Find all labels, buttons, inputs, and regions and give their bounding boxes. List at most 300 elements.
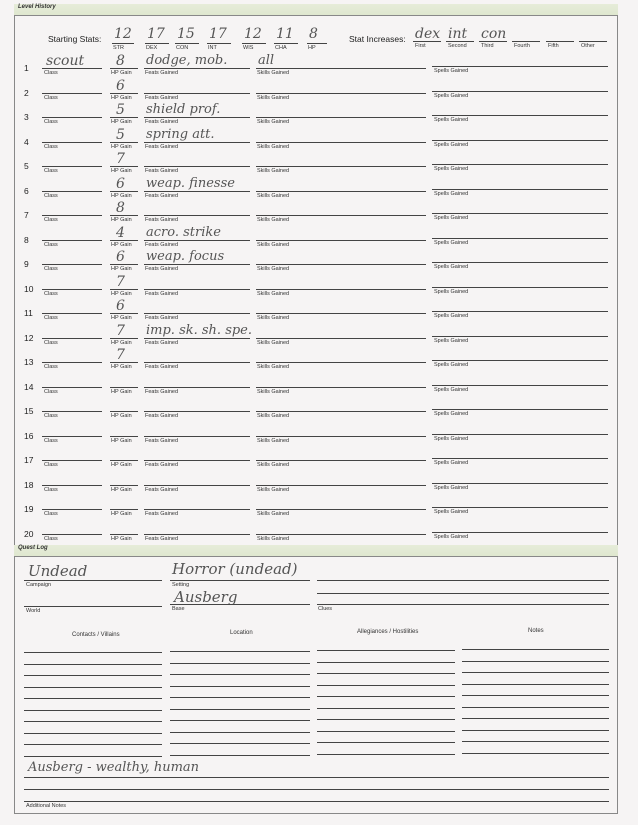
class-line (42, 534, 102, 535)
hp-line (110, 240, 138, 241)
feats-line (144, 215, 250, 216)
setting-value[interactable]: Horror (undead) (172, 560, 298, 578)
class-line (42, 460, 102, 461)
skills-label: Skills Gained (257, 144, 290, 150)
level-number: 15 (24, 406, 34, 416)
quest-col-line (462, 718, 609, 719)
spells-line (432, 213, 608, 214)
quest-col-line (317, 673, 455, 674)
skills-label: Skills Gained (257, 511, 290, 517)
stat-line (242, 43, 266, 44)
feats-line (144, 313, 250, 314)
class-label: Class (44, 291, 58, 297)
hp-line (110, 264, 138, 265)
class-line (42, 93, 102, 94)
feats-label: Feats Gained (145, 193, 179, 199)
stat-value-wis[interactable]: 12 (244, 26, 262, 42)
quest-log-band (14, 545, 618, 556)
class-line (42, 142, 102, 143)
skills-label: Skills Gained (257, 340, 290, 346)
spells-line (432, 360, 608, 361)
hp-line (110, 313, 138, 314)
hp-gain-label: HP Gain (111, 119, 132, 125)
quest-col-line (170, 697, 310, 698)
hp-gain-value[interactable]: 7 (116, 151, 125, 167)
quest-col-line (170, 663, 310, 664)
feats-line (144, 191, 250, 192)
hp-gain-label: HP Gain (111, 462, 132, 468)
notes-line-3 (24, 801, 609, 802)
hp-gain-value[interactable]: 5 (116, 127, 125, 143)
level-number: 18 (24, 480, 34, 490)
col-contacts-label: Contacts / Villains (72, 632, 120, 638)
hp-line (110, 509, 138, 510)
hp-gain-label: HP Gain (111, 95, 132, 101)
feats-label: Feats Gained (145, 217, 179, 223)
quest-col-line (462, 753, 609, 754)
class-line (42, 240, 102, 241)
hp-gain-value[interactable]: 5 (116, 102, 125, 118)
hp-gain-label: HP Gain (111, 413, 132, 419)
class-line (42, 68, 102, 69)
feats-line (144, 117, 250, 118)
class-line (42, 411, 102, 412)
spells-line (432, 262, 608, 263)
col-allegiances-label: Allegiances / Hostilities (357, 629, 419, 635)
spells-line (432, 238, 608, 239)
skills-line (256, 509, 426, 510)
quest-col-line (24, 664, 162, 665)
skills-line (256, 93, 426, 94)
feats-value[interactable]: shield prof. (146, 102, 221, 117)
class-line (42, 191, 102, 192)
spells-label: Spells Gained (434, 117, 469, 123)
feats-label: Feats Gained (145, 462, 179, 468)
stat-header-hp: HP (308, 45, 316, 51)
class-line (42, 117, 102, 118)
class-label: Class (44, 438, 58, 444)
skills-label: Skills Gained (257, 291, 290, 297)
skills-line (256, 534, 426, 535)
class-label: Class (44, 389, 58, 395)
quest-col-line (24, 687, 162, 688)
feats-label: Feats Gained (145, 438, 179, 444)
hp-gain-label: HP Gain (111, 193, 132, 199)
feats-line (144, 68, 250, 69)
hp-line (110, 166, 138, 167)
hp-line (110, 411, 138, 412)
quest-col-line (24, 756, 162, 757)
class-label: Class (44, 487, 58, 493)
spells-line (432, 115, 608, 116)
hp-gain-label: HP Gain (111, 266, 132, 272)
campaign-label: Campaign (26, 582, 52, 588)
quest-col-line (462, 695, 609, 696)
stat-value-int[interactable]: 17 (209, 26, 227, 42)
feats-label: Feats Gained (145, 413, 179, 419)
quest-col-line (462, 730, 609, 731)
stat-line (307, 43, 327, 44)
feats-label: Feats Gained (145, 70, 179, 76)
clues-line-1 (317, 580, 609, 581)
class-label: Class (44, 536, 58, 542)
stat-value-dex[interactable]: 17 (147, 26, 165, 42)
quest-col-line (170, 686, 310, 687)
quest-col-line (170, 709, 310, 710)
level-number: 14 (24, 382, 34, 392)
feats-label: Feats Gained (145, 144, 179, 150)
hp-gain-label: HP Gain (111, 389, 132, 395)
spells-line (432, 385, 608, 386)
quest-col-line (317, 685, 455, 686)
col-location-label: Location (230, 630, 253, 636)
skills-value[interactable]: all (258, 53, 275, 68)
skills-label: Skills Gained (257, 168, 290, 174)
level-number: 5 (24, 161, 29, 171)
hp-gain-value[interactable]: 7 (116, 323, 125, 339)
quest-col-line (462, 649, 609, 650)
skills-line (256, 436, 426, 437)
feats-value[interactable]: weap. focus (146, 249, 225, 264)
quest-col-line (317, 754, 455, 755)
class-line (42, 509, 102, 510)
spells-line (432, 336, 608, 337)
stat-line (207, 43, 231, 44)
stat-value-str[interactable]: 12 (114, 26, 132, 42)
spells-line (432, 409, 608, 410)
setting-label: Setting (172, 582, 190, 588)
level-number: 1 (24, 63, 29, 73)
level-history-title: Level History (18, 4, 56, 10)
stat-header-cha: CHA (275, 45, 287, 51)
quest-col-line (317, 742, 455, 743)
spells-line (432, 164, 608, 165)
spells-label: Spells Gained (434, 436, 469, 442)
spells-label: Spells Gained (434, 215, 469, 221)
spells-label: Spells Gained (434, 509, 469, 515)
class-label: Class (44, 119, 58, 125)
class-label: Class (44, 95, 58, 101)
feats-value[interactable]: dodge, mob. (146, 53, 228, 68)
hp-gain-value[interactable]: 4 (116, 225, 125, 241)
skills-label: Skills Gained (257, 193, 290, 199)
skills-line (256, 485, 426, 486)
hp-gain-value[interactable]: 7 (116, 274, 125, 290)
skills-label: Skills Gained (257, 364, 290, 370)
additional-notes-label: Additional Notes (26, 803, 67, 809)
feats-line (144, 93, 250, 94)
spells-line (432, 66, 608, 67)
campaign-value[interactable]: Undead (28, 562, 88, 580)
hp-line (110, 460, 138, 461)
feats-label: Feats Gained (145, 242, 179, 248)
additional-notes-text[interactable]: Ausberg - wealthy, human (28, 760, 200, 775)
skills-line (256, 313, 426, 314)
quest-col-line (462, 707, 609, 708)
hp-line (110, 338, 138, 339)
class-label: Class (44, 340, 58, 346)
class-label: Class (44, 364, 58, 370)
increase-header-fifth: Fifth (548, 43, 559, 49)
spells-label: Spells Gained (434, 313, 469, 319)
world-label: World (26, 608, 41, 614)
notes-line-1 (24, 777, 609, 778)
hp-gain-label: HP Gain (111, 242, 132, 248)
feats-label: Feats Gained (145, 511, 179, 517)
hp-line (110, 215, 138, 216)
stat-header-str: STR (113, 45, 124, 51)
feats-label: Feats Gained (145, 536, 179, 542)
skills-line (256, 215, 426, 216)
feats-line (144, 387, 250, 388)
skills-line (256, 264, 426, 265)
feats-value[interactable]: spring att. (146, 127, 215, 142)
hp-line (110, 534, 138, 535)
class-line (42, 289, 102, 290)
hp-line (110, 362, 138, 363)
level-number: 16 (24, 431, 34, 441)
quest-col-line (317, 696, 455, 697)
hp-line (110, 436, 138, 437)
increase-line (512, 41, 540, 42)
hp-gain-label: HP Gain (111, 168, 132, 174)
level-history-band (14, 4, 618, 15)
skills-label: Skills Gained (257, 217, 290, 223)
stat-line (112, 43, 134, 44)
feats-label: Feats Gained (145, 168, 179, 174)
quest-col-line (317, 650, 455, 651)
stat-header-wis: WIS (243, 45, 254, 51)
quest-col-line (24, 698, 162, 699)
class-label: Class (44, 315, 58, 321)
feats-label: Feats Gained (145, 364, 179, 370)
increase-line (579, 41, 607, 42)
quest-col-line (170, 755, 310, 756)
feats-line (144, 460, 250, 461)
hp-gain-value[interactable]: 6 (116, 78, 125, 94)
feats-label: Feats Gained (145, 487, 179, 493)
hp-gain-value[interactable]: 7 (116, 347, 125, 363)
class-label: Class (44, 193, 58, 199)
quest-col-line (317, 708, 455, 709)
spells-line (432, 189, 608, 190)
increase-line (546, 41, 574, 42)
base-line (170, 604, 310, 605)
quest-log-frame (14, 556, 618, 814)
stat-header-int: INT (208, 45, 217, 51)
spells-label: Spells Gained (434, 411, 469, 417)
hp-gain-value[interactable]: 8 (116, 200, 125, 216)
increase-value-first[interactable]: dex (415, 26, 441, 42)
quest-col-line (462, 684, 609, 685)
class-label: Class (44, 266, 58, 272)
campaign-line (24, 580, 162, 581)
increase-line (479, 41, 507, 42)
skills-label: Skills Gained (257, 242, 290, 248)
feats-line (144, 411, 250, 412)
quest-col-line (24, 675, 162, 676)
level-number: 8 (24, 235, 29, 245)
skills-label: Skills Gained (257, 95, 290, 101)
stat-value-con[interactable]: 15 (177, 26, 195, 42)
class-label: Class (44, 70, 58, 76)
feats-label: Feats Gained (145, 119, 179, 125)
spells-label: Spells Gained (434, 240, 469, 246)
class-label: Class (44, 144, 58, 150)
feats-value[interactable]: imp. sk. sh. spe. (146, 323, 253, 338)
hp-line (110, 93, 138, 94)
feats-label: Feats Gained (145, 389, 179, 395)
feats-line (144, 534, 250, 535)
skills-label: Skills Gained (257, 119, 290, 125)
hp-line (110, 142, 138, 143)
starting-stats-label: Starting Stats: (48, 34, 102, 44)
level-number: 9 (24, 259, 29, 269)
feats-line (144, 362, 250, 363)
level-number: 6 (24, 186, 29, 196)
class-label: Class (44, 462, 58, 468)
class-label: Class (44, 168, 58, 174)
clues-line-2 (317, 593, 609, 594)
class-line (42, 436, 102, 437)
quest-col-line (317, 662, 455, 663)
hp-gain-label: HP Gain (111, 291, 132, 297)
spells-label: Spells Gained (434, 264, 469, 270)
setting-line (170, 580, 310, 581)
skills-label: Skills Gained (257, 389, 290, 395)
quest-col-line (462, 741, 609, 742)
stat-line (175, 43, 199, 44)
level-number: 20 (24, 529, 34, 539)
spells-label: Spells Gained (434, 338, 469, 344)
feats-label: Feats Gained (145, 315, 179, 321)
hp-gain-label: HP Gain (111, 511, 132, 517)
skills-line (256, 387, 426, 388)
feats-label: Feats Gained (145, 95, 179, 101)
hp-gain-value[interactable]: 6 (116, 249, 125, 265)
spells-label: Spells Gained (434, 93, 469, 99)
spells-line (432, 434, 608, 435)
stat-header-con: CON (176, 45, 189, 51)
quest-col-line (462, 661, 609, 662)
quest-col-line (170, 651, 310, 652)
class-line (42, 387, 102, 388)
feats-line (144, 338, 250, 339)
hp-gain-label: HP Gain (111, 340, 132, 346)
quest-col-line (170, 732, 310, 733)
spells-label: Spells Gained (434, 485, 469, 491)
quest-col-line (24, 721, 162, 722)
skills-label: Skills Gained (257, 413, 290, 419)
level-number: 3 (24, 112, 29, 122)
increase-header-third: Third (481, 43, 494, 49)
spells-line (432, 483, 608, 484)
stat-value-hp[interactable]: 8 (309, 26, 318, 42)
class-value[interactable]: scout (46, 53, 85, 69)
quest-col-line (462, 672, 609, 673)
hp-gain-label: HP Gain (111, 217, 132, 223)
hp-gain-value[interactable]: 6 (116, 298, 125, 314)
class-line (42, 215, 102, 216)
class-line (42, 362, 102, 363)
base-value[interactable]: Ausberg (174, 588, 238, 606)
feats-line (144, 142, 250, 143)
increase-line (446, 41, 474, 42)
skills-label: Skills Gained (257, 536, 290, 542)
spells-label: Spells Gained (434, 191, 469, 197)
quest-col-line (24, 710, 162, 711)
feats-line (144, 240, 250, 241)
class-line (42, 264, 102, 265)
class-line (42, 338, 102, 339)
spells-label: Spells Gained (434, 534, 469, 540)
spells-label: Spells Gained (434, 362, 469, 368)
skills-line (256, 117, 426, 118)
hp-line (110, 485, 138, 486)
stat-increases-label: Stat Increases: (349, 34, 406, 44)
notes-line-2 (24, 789, 609, 790)
spells-label: Spells Gained (434, 166, 469, 172)
skills-line (256, 142, 426, 143)
feats-line (144, 289, 250, 290)
skills-label: Skills Gained (257, 438, 290, 444)
skills-line (256, 240, 426, 241)
feats-value[interactable]: weap. finesse (146, 176, 235, 191)
clues-label: Clues (318, 606, 333, 612)
hp-gain-label: HP Gain (111, 70, 132, 76)
increase-value-second[interactable]: int (448, 26, 468, 42)
level-number: 7 (24, 210, 29, 220)
clues-line-3 (317, 604, 609, 605)
level-number: 13 (24, 357, 34, 367)
spells-line (432, 507, 608, 508)
level-number: 19 (24, 504, 34, 514)
level-number: 17 (24, 455, 34, 465)
spells-label: Spells Gained (434, 68, 469, 74)
increase-header-other: Other (581, 43, 595, 49)
stat-line (274, 43, 298, 44)
hp-gain-value[interactable]: 8 (116, 53, 125, 69)
stat-line (145, 43, 169, 44)
spells-label: Spells Gained (434, 460, 469, 466)
feats-line (144, 485, 250, 486)
stat-value-cha[interactable]: 11 (276, 26, 294, 42)
class-label: Class (44, 413, 58, 419)
spells-line (432, 458, 608, 459)
level-number: 2 (24, 88, 29, 98)
hp-gain-value[interactable]: 6 (116, 176, 125, 192)
feats-label: Feats Gained (145, 340, 179, 346)
increase-value-third[interactable]: con (481, 26, 507, 42)
spells-line (432, 287, 608, 288)
skills-line (256, 289, 426, 290)
spells-line (432, 311, 608, 312)
hp-line (110, 191, 138, 192)
increase-line (413, 41, 441, 42)
world-line (24, 606, 162, 607)
increase-header-fourth: Fourth (514, 43, 530, 49)
spells-label: Spells Gained (434, 289, 469, 295)
feats-value[interactable]: acro. strike (146, 225, 221, 240)
feats-line (144, 264, 250, 265)
feats-line (144, 166, 250, 167)
spells-line (432, 91, 608, 92)
quest-col-line (170, 674, 310, 675)
class-label: Class (44, 242, 58, 248)
feats-line (144, 509, 250, 510)
spells-line (432, 532, 608, 533)
hp-gain-label: HP Gain (111, 144, 132, 150)
